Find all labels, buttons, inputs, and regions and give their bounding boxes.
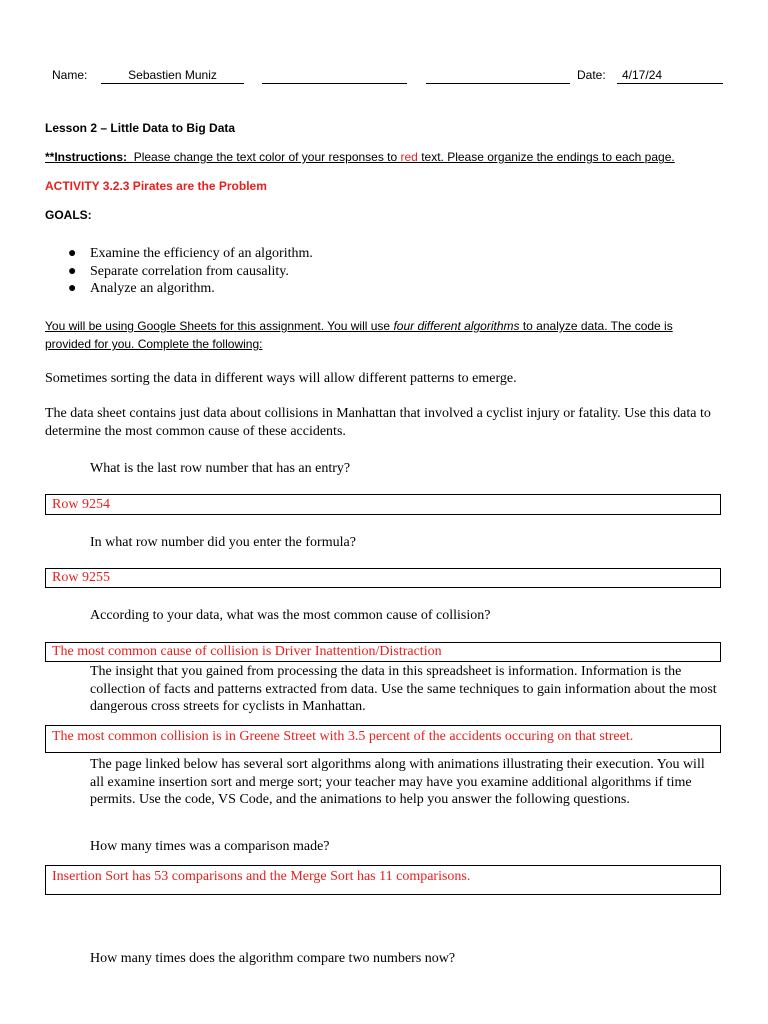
name-label: Name: [52,68,88,82]
name-line-2 [262,83,407,84]
bullet-icon: ● [68,281,77,296]
answer-box-comparisons: Insertion Sort has 53 comparisons and the Merge Sort has 11 comparisons. [45,865,721,895]
question-comparisons: How many times was a comparison made? [90,839,330,854]
date-line [617,83,723,84]
activity-title: ACTIVITY 3.2.3 Pirates are the Problem [45,179,267,193]
question-compare-now: How many times does the algorithm compare two numbers now? [90,951,456,966]
instructions-prefix: ** [45,150,55,164]
question-formula-row: In what row number did you enter the formula? [90,535,356,550]
instructions [45,150,675,164]
instructions-label: Instructions: [54,150,128,164]
paragraph-sorting: Sometimes sorting the data in different ways will allow different patterns to emerge. [45,371,517,386]
intro-italic: four different algorithms [393,319,520,333]
answer-box-common-cause: The most common cause of collision is Driver Inattention/Distraction [45,642,721,662]
name-line-1 [101,83,244,84]
date-value: 4/17/24 [622,68,663,82]
goal-item: ● Examine the efficiency of an algorithm. [68,246,313,261]
paragraph-sort-algorithms: The page linked below has several sort algorithms along with animations illustrating their execution. You will all examine insertion sort and merge sort; your teacher may have you examine additional algorithms if time permits. Use the code, VS Code, and the animations to help you answer the following questions. [90,757,705,807]
answer-box-cross-streets: The most common collision is in Greene Street with 3.5 percent of the accidents occuring on that street. [45,725,721,753]
name-line-3 [426,83,570,84]
instructions-red-word: red [400,150,418,164]
goal-item: ● Analyze an algorithm. [68,281,215,296]
goals-heading: GOALS: [45,208,92,222]
goals-list [68,245,313,298]
name-value: Sebastien Muniz [128,68,217,82]
question-common-cause: According to your data, what was the most common cause of collision? [90,608,491,623]
goal-item: ● Separate correlation from causality. [68,263,289,279]
instructions-text-1: Please change the text color of your responses to [133,150,401,164]
lesson-title: Lesson 2 – Little Data to Big Data [45,121,236,135]
date-label: Date: [577,68,606,82]
answer-box-last-row: Row 9254 [45,494,721,515]
intro-text: You will be using Google Sheets for this assignment. You will use four different algorithms to analyze data. The code is provided for you. Complete the following: [45,319,673,351]
answer-box-formula-row: Row 9255 [45,568,721,588]
instructions-text-2: text. Please organize the endings to each page. [417,150,675,164]
paragraph-data-sheet: The data sheet contains just data about collisions in Manhattan that involved a cyclist injury or fatality. Use this data to determine the most common cause of these accidents. [45,406,711,439]
bullet-icon: ● [68,246,77,261]
paragraph-insight: The insight that you gained from processing the data in this spreadsheet is information. Information is the collection of facts and patterns extracted from data. Use the same techniques to gain information about the most dangerous cross streets for cyclists in Manhattan. [90,664,717,714]
question-last-row: What is the last row number that has an entry? [90,461,351,476]
bullet-icon: ● [68,263,77,279]
